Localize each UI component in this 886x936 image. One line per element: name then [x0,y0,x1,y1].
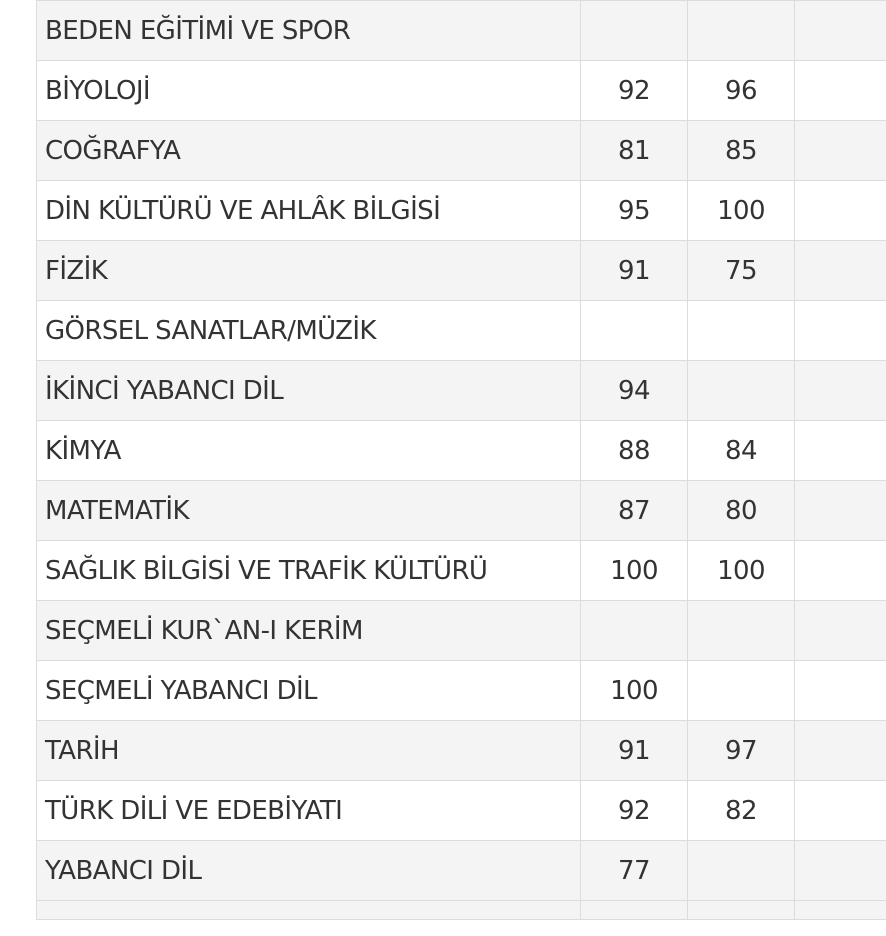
table-row [37,61,886,121]
grade-1-cell: 92 [581,61,688,121]
subject-cell: BEDEN EĞİTİMİ VE SPOR [37,1,581,61]
grade-1-cell: 92 [581,781,688,841]
footer-cell [37,901,581,920]
grade-2-cell: 82 [688,781,795,841]
grade-2-cell [688,841,795,901]
grade-1-cell: 91 [581,241,688,301]
subject-cell: DİN KÜLTÜRÜ VE AHLÂK BİLGİSİ [37,181,581,241]
table-row [37,301,886,361]
grade-1-cell: 94 [581,361,688,421]
grade-2-cell [688,301,795,361]
table-row [37,241,886,301]
subject-cell: KİMYA [37,421,581,481]
grade-1-cell: 100 [581,661,688,721]
grade-2-cell: 97 [688,721,795,781]
grade-2-cell: 100 [688,181,795,241]
subject-cell: TARİH [37,721,581,781]
grade-2-cell [688,601,795,661]
table-row [37,121,886,181]
grade-1-cell: 95 [581,181,688,241]
table-row [37,601,886,661]
grade-3-cell [795,661,886,721]
table-row [37,1,886,61]
subject-cell: FİZİK [37,241,581,301]
subject-cell: SEÇMELİ YABANCI DİL [37,661,581,721]
subject-cell: COĞRAFYA [37,121,581,181]
subject-cell: SEÇMELİ KUR`AN-I KERİM [37,601,581,661]
grade-3-cell [795,841,886,901]
subject-cell: GÖRSEL SANATLAR/MÜZİK [37,301,581,361]
grade-2-cell: 100 [688,541,795,601]
grades-table [36,0,886,920]
subject-cell: MATEMATİK [37,481,581,541]
grade-3-cell [795,181,886,241]
table-footer-row [37,901,886,920]
table-row [37,361,886,421]
grade-3-cell [795,721,886,781]
subject-cell: BİYOLOJİ [37,61,581,121]
table-row [37,421,886,481]
footer-cell [581,901,688,920]
grade-3-cell [795,301,886,361]
grade-2-cell [688,1,795,61]
grade-1-cell [581,601,688,661]
table-row [37,541,886,601]
grade-3-cell [795,481,886,541]
grade-2-cell [688,361,795,421]
table-row [37,661,886,721]
subject-cell: SAĞLIK BİLGİSİ VE TRAFİK KÜLTÜRÜ [37,541,581,601]
grade-1-cell: 91 [581,721,688,781]
grade-2-cell: 96 [688,61,795,121]
grade-3-cell [795,361,886,421]
table-row [37,841,886,901]
grade-3-cell [795,601,886,661]
grade-1-cell [581,301,688,361]
subject-cell: TÜRK DİLİ VE EDEBİYATI [37,781,581,841]
table-row [37,721,886,781]
grade-1-cell: 87 [581,481,688,541]
grade-3-cell [795,781,886,841]
grade-3-cell [795,121,886,181]
grade-2-cell: 80 [688,481,795,541]
grade-2-cell: 85 [688,121,795,181]
grade-2-cell: 75 [688,241,795,301]
footer-cell [795,901,886,920]
grade-1-cell: 81 [581,121,688,181]
grade-3-cell [795,241,886,301]
table-row [37,181,886,241]
grade-1-cell: 88 [581,421,688,481]
grade-2-cell [688,661,795,721]
grade-3-cell [795,421,886,481]
grade-3-cell [795,1,886,61]
footer-cell [688,901,795,920]
grade-1-cell: 77 [581,841,688,901]
grade-1-cell: 100 [581,541,688,601]
grade-2-cell: 84 [688,421,795,481]
grade-3-cell [795,61,886,121]
table-row [37,781,886,841]
subject-cell: YABANCI DİL [37,841,581,901]
grade-3-cell [795,541,886,601]
grade-1-cell [581,1,688,61]
table-row [37,481,886,541]
subject-cell: İKİNCİ YABANCI DİL [37,361,581,421]
